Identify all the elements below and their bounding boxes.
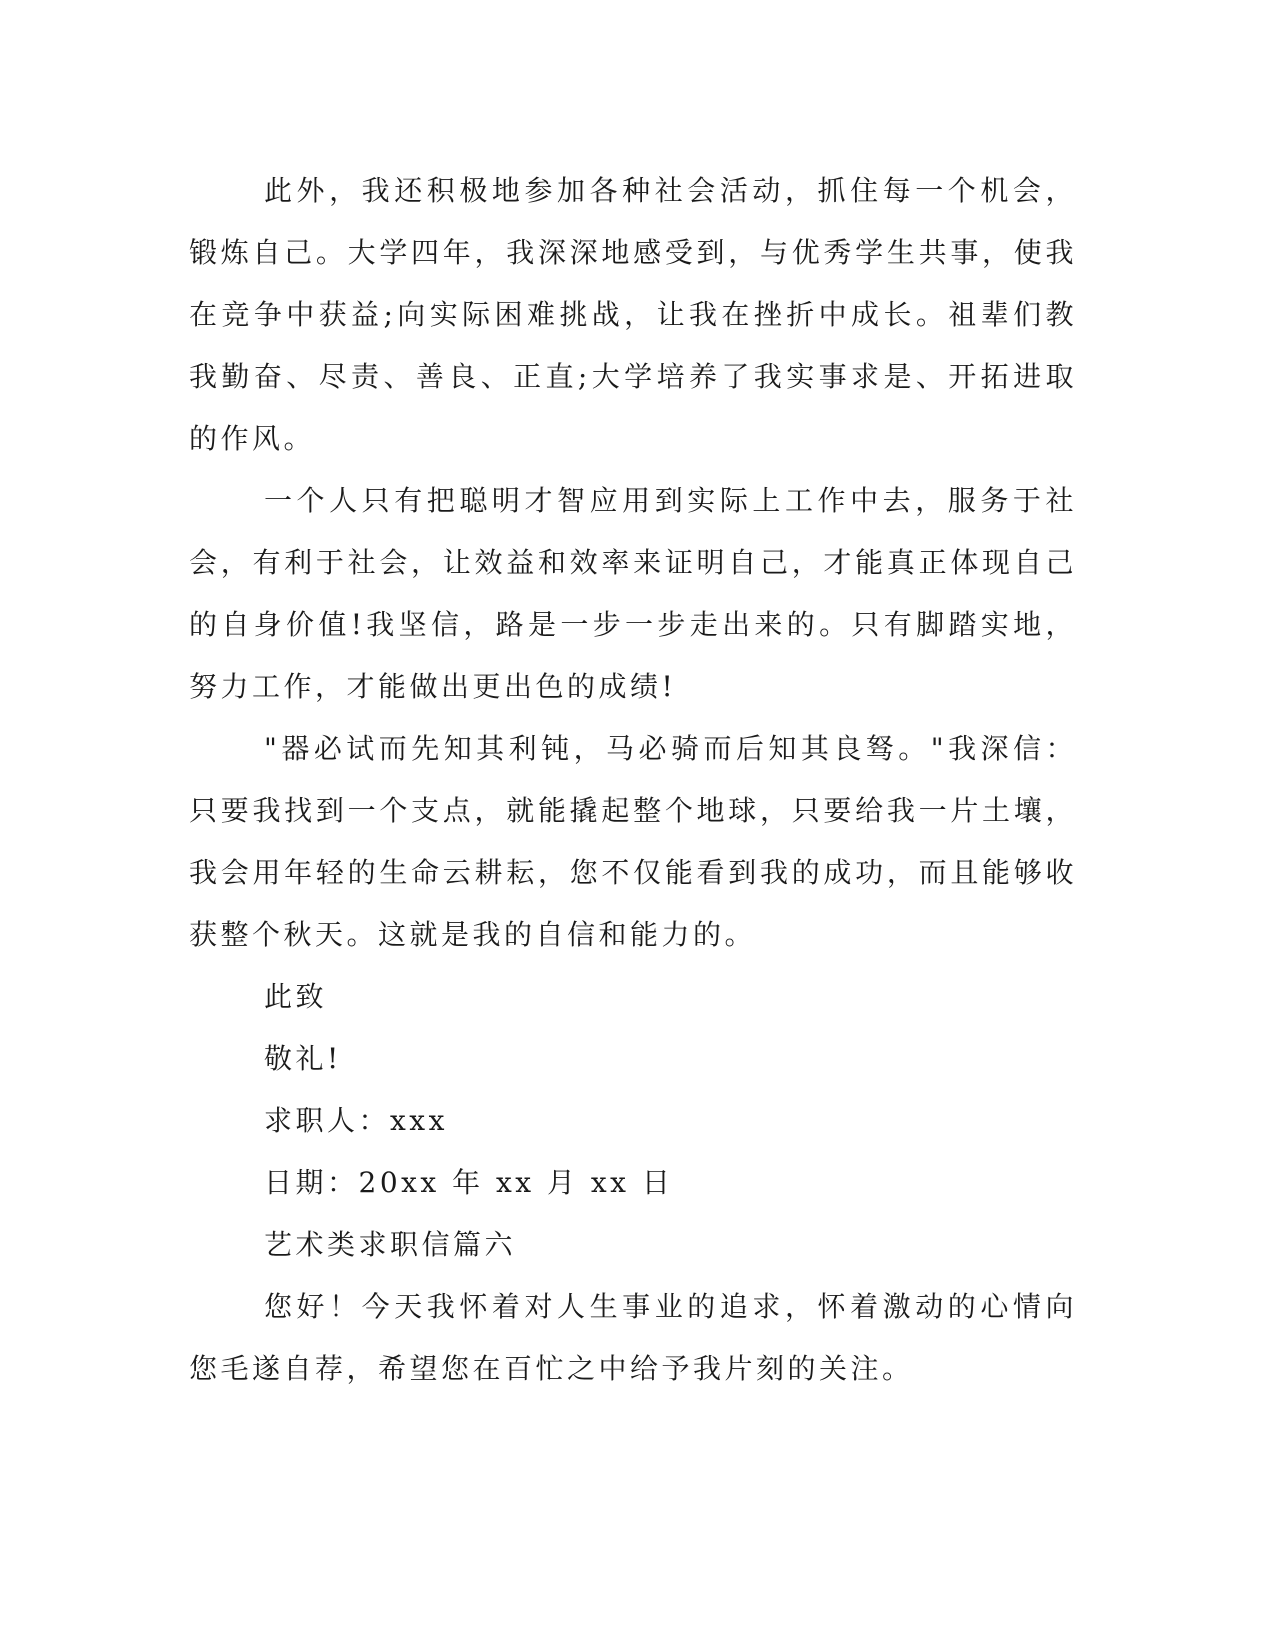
document-body (189, 160, 1077, 1400)
section-title: 艺术类求职信篇六 (264, 1228, 517, 1261)
paragraph-activities: 此外，我还积极地参加各种社会活动，抓住每一个机会，锻炼自己。大学四年，我深深地感受到，与优秀学生共事，使我在竞争中获益;向实际困难挑战，让我在挫折中成长。祖辈们教我勤奋、尽责、善良、正直;大学培养了我实事求是、开拓进取的作风。 (189, 174, 1077, 455)
paragraph-greeting: 您好！今天我怀着对人生事业的追求，怀着激动的心情向您毛遂自荐，希望您在百忙之中给予我片刻的关注。 (189, 1290, 1077, 1385)
closing-regards: 敬礼! (264, 1042, 342, 1075)
closing-salutation: 此致 (264, 980, 328, 1013)
paragraph-value: 一个人只有把聪明才智应用到实际上工作中去，服务于社会，有利于社会，让效益和效率来证明自己，才能真正体现自己的自身价值!我坚信，路是一步一步走出来的。只有脚踏实地，努力工作，才能做出更出色的成绩! (189, 484, 1077, 703)
applicant-line: 求职人：xxx (264, 1104, 448, 1137)
date-line: 日期：20xx 年 xx 月 xx 日 (264, 1166, 674, 1199)
paragraph-confidence: "器必试而先知其利钝，马必骑而后知其良驽。"我深信：只要我找到一个支点，就能撬起整个地球，只要给我一片土壤，我会用年轻的生命云耕耘，您不仅能看到我的成功，而且能够收获整个秋天。这就是我的自信和能力的。 (189, 732, 1077, 951)
